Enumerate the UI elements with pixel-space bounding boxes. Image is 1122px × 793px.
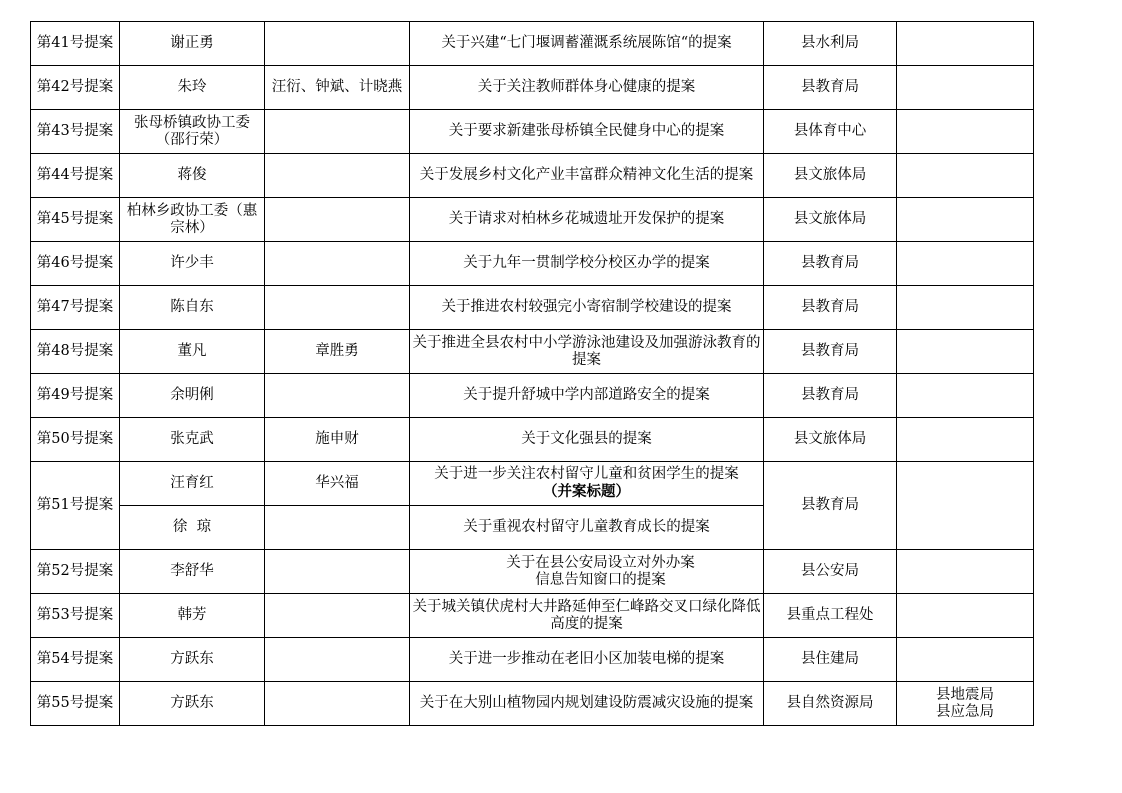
table-row — [31, 374, 1034, 418]
assisting-organization — [897, 242, 1034, 286]
proposal-number: 第54号提案 — [31, 638, 120, 682]
lead-organization: 县体育中心 — [764, 110, 897, 154]
assisting-organization — [897, 22, 1034, 66]
proposal-number: 第50号提案 — [31, 418, 120, 462]
sponsor: 许少丰 — [120, 242, 265, 286]
lead-organization: 县住建局 — [764, 638, 897, 682]
proposal-title: 关于要求新建张母桥镇全民健身中心的提案 — [410, 110, 764, 154]
sponsor: 柏林乡政协工委（惠宗林） — [120, 198, 265, 242]
table-row — [31, 638, 1034, 682]
assisting-organization-line: 县应急局 — [936, 703, 994, 720]
proposal-title: 关于重视农村留守儿童教育成长的提案 — [410, 506, 764, 550]
co-sponsors — [265, 286, 410, 330]
proposal-title: 关于城关镇伏虎村大井路延伸至仁峰路交叉口绿化降低高度的提案 — [410, 594, 764, 638]
proposal-title-line: 信息告知窗口的提案 — [535, 571, 666, 588]
proposal-title: 关于九年一贯制学校分校区办学的提案 — [410, 242, 764, 286]
co-sponsors — [265, 594, 410, 638]
co-sponsors: 章胜勇 — [265, 330, 410, 374]
proposal-number: 第51号提案 — [31, 462, 120, 550]
proposal-title: 关于发展乡村文化产业丰富群众精神文化生活的提案 — [410, 154, 764, 198]
lead-organization: 县重点工程处 — [764, 594, 897, 638]
assisting-organization — [897, 462, 1034, 550]
proposal-number: 第47号提案 — [31, 286, 120, 330]
proposal-title: 关于提升舒城中学内部道路安全的提案 — [410, 374, 764, 418]
sponsor: 陈自东 — [120, 286, 265, 330]
assisting-organization — [897, 110, 1034, 154]
table-row — [31, 154, 1034, 198]
table-row — [31, 198, 1034, 242]
proposal-number: 第45号提案 — [31, 198, 120, 242]
assisting-organization — [897, 286, 1034, 330]
co-sponsors — [265, 242, 410, 286]
sponsor: 汪育红 — [120, 462, 265, 506]
proposal-number: 第44号提案 — [31, 154, 120, 198]
proposal-number: 第52号提案 — [31, 550, 120, 594]
table-row — [31, 682, 1034, 726]
co-sponsors — [265, 110, 410, 154]
proposal-number: 第42号提案 — [31, 66, 120, 110]
table-row — [31, 594, 1034, 638]
co-sponsors — [265, 550, 410, 594]
co-sponsors: 施申财 — [265, 418, 410, 462]
sponsor: 韩芳 — [120, 594, 265, 638]
table-row — [31, 242, 1034, 286]
assisting-organization — [897, 154, 1034, 198]
assisting-organization — [897, 198, 1034, 242]
co-sponsors: 华兴福 — [265, 462, 410, 506]
sponsor: 朱玲 — [120, 66, 265, 110]
lead-organization: 县自然资源局 — [764, 682, 897, 726]
proposal-title: 关于推进农村较强完小寄宿制学校建设的提案 — [410, 286, 764, 330]
table-row — [31, 66, 1034, 110]
sponsor: 蒋俊 — [120, 154, 265, 198]
lead-organization: 县教育局 — [764, 242, 897, 286]
assisting-organization — [897, 682, 1034, 726]
co-sponsors — [265, 682, 410, 726]
proposal-number: 第55号提案 — [31, 682, 120, 726]
sponsor: 方跃东 — [120, 682, 265, 726]
assisting-organization — [897, 594, 1034, 638]
merged-title-note: （并案标题） — [543, 483, 630, 500]
assisting-organization — [897, 418, 1034, 462]
table-row — [31, 330, 1034, 374]
table-row — [31, 286, 1034, 330]
assisting-organization — [897, 374, 1034, 418]
lead-organization: 县文旅体局 — [764, 418, 897, 462]
sponsor: 董凡 — [120, 330, 265, 374]
lead-organization: 县水利局 — [764, 22, 897, 66]
lead-organization: 县文旅体局 — [764, 198, 897, 242]
assisting-organization — [897, 638, 1034, 682]
co-sponsors — [265, 374, 410, 418]
sponsor: 方跃东 — [120, 638, 265, 682]
proposal-title — [410, 550, 764, 594]
lead-organization: 县文旅体局 — [764, 154, 897, 198]
proposal-title — [410, 462, 764, 506]
lead-organization: 县教育局 — [764, 462, 897, 550]
table-row — [31, 418, 1034, 462]
table-row — [31, 110, 1034, 154]
proposal-title: 关于兴建“七门堰调蓄灌溉系统展陈馆“的提案 — [410, 22, 764, 66]
table-row-merged — [31, 462, 1034, 506]
assisting-organization-line: 县地震局 — [936, 686, 994, 703]
proposal-title: 关于关注教师群体身心健康的提案 — [410, 66, 764, 110]
proposal-number: 第46号提案 — [31, 242, 120, 286]
assisting-organization — [897, 330, 1034, 374]
proposal-title: 关于进一步推动在老旧小区加装电梯的提案 — [410, 638, 764, 682]
proposal-table — [30, 21, 1034, 726]
lead-organization: 县教育局 — [764, 374, 897, 418]
sponsor: 李舒华 — [120, 550, 265, 594]
sponsor: 谢正勇 — [120, 22, 265, 66]
assisting-organization — [897, 66, 1034, 110]
co-sponsors — [265, 198, 410, 242]
lead-organization: 县教育局 — [764, 66, 897, 110]
proposal-number: 第41号提案 — [31, 22, 120, 66]
proposal-title: 关于推进全县农村中小学游泳池建设及加强游泳教育的提案 — [410, 330, 764, 374]
proposal-number: 第49号提案 — [31, 374, 120, 418]
co-sponsors — [265, 506, 410, 550]
sponsor: 余明俐 — [120, 374, 265, 418]
proposal-title: 关于请求对柏林乡花城遗址开发保护的提案 — [410, 198, 764, 242]
lead-organization: 县教育局 — [764, 286, 897, 330]
co-sponsors — [265, 154, 410, 198]
assisting-organization — [897, 550, 1034, 594]
proposal-title: 关于文化强县的提案 — [410, 418, 764, 462]
lead-organization: 县公安局 — [764, 550, 897, 594]
sponsor: 张克武 — [120, 418, 265, 462]
proposal-title: 关于在大别山植物园内规划建设防震减灾设施的提案 — [410, 682, 764, 726]
table-row — [31, 550, 1034, 594]
sponsor: 张母桥镇政协工委（邵行荣） — [120, 110, 265, 154]
proposal-title-text: 关于进一步关注农村留守儿童和贫困学生的提案 — [434, 466, 739, 482]
co-sponsors: 汪衍、钟斌、计晓燕 — [265, 66, 410, 110]
proposal-title-line: 关于在县公安局设立对外办案 — [506, 554, 695, 571]
proposal-number: 第53号提案 — [31, 594, 120, 638]
sponsor: 徐 琼 — [120, 506, 265, 550]
co-sponsors — [265, 22, 410, 66]
proposal-number: 第48号提案 — [31, 330, 120, 374]
proposal-number: 第43号提案 — [31, 110, 120, 154]
lead-organization: 县教育局 — [764, 330, 897, 374]
table-row — [31, 22, 1034, 66]
co-sponsors — [265, 638, 410, 682]
